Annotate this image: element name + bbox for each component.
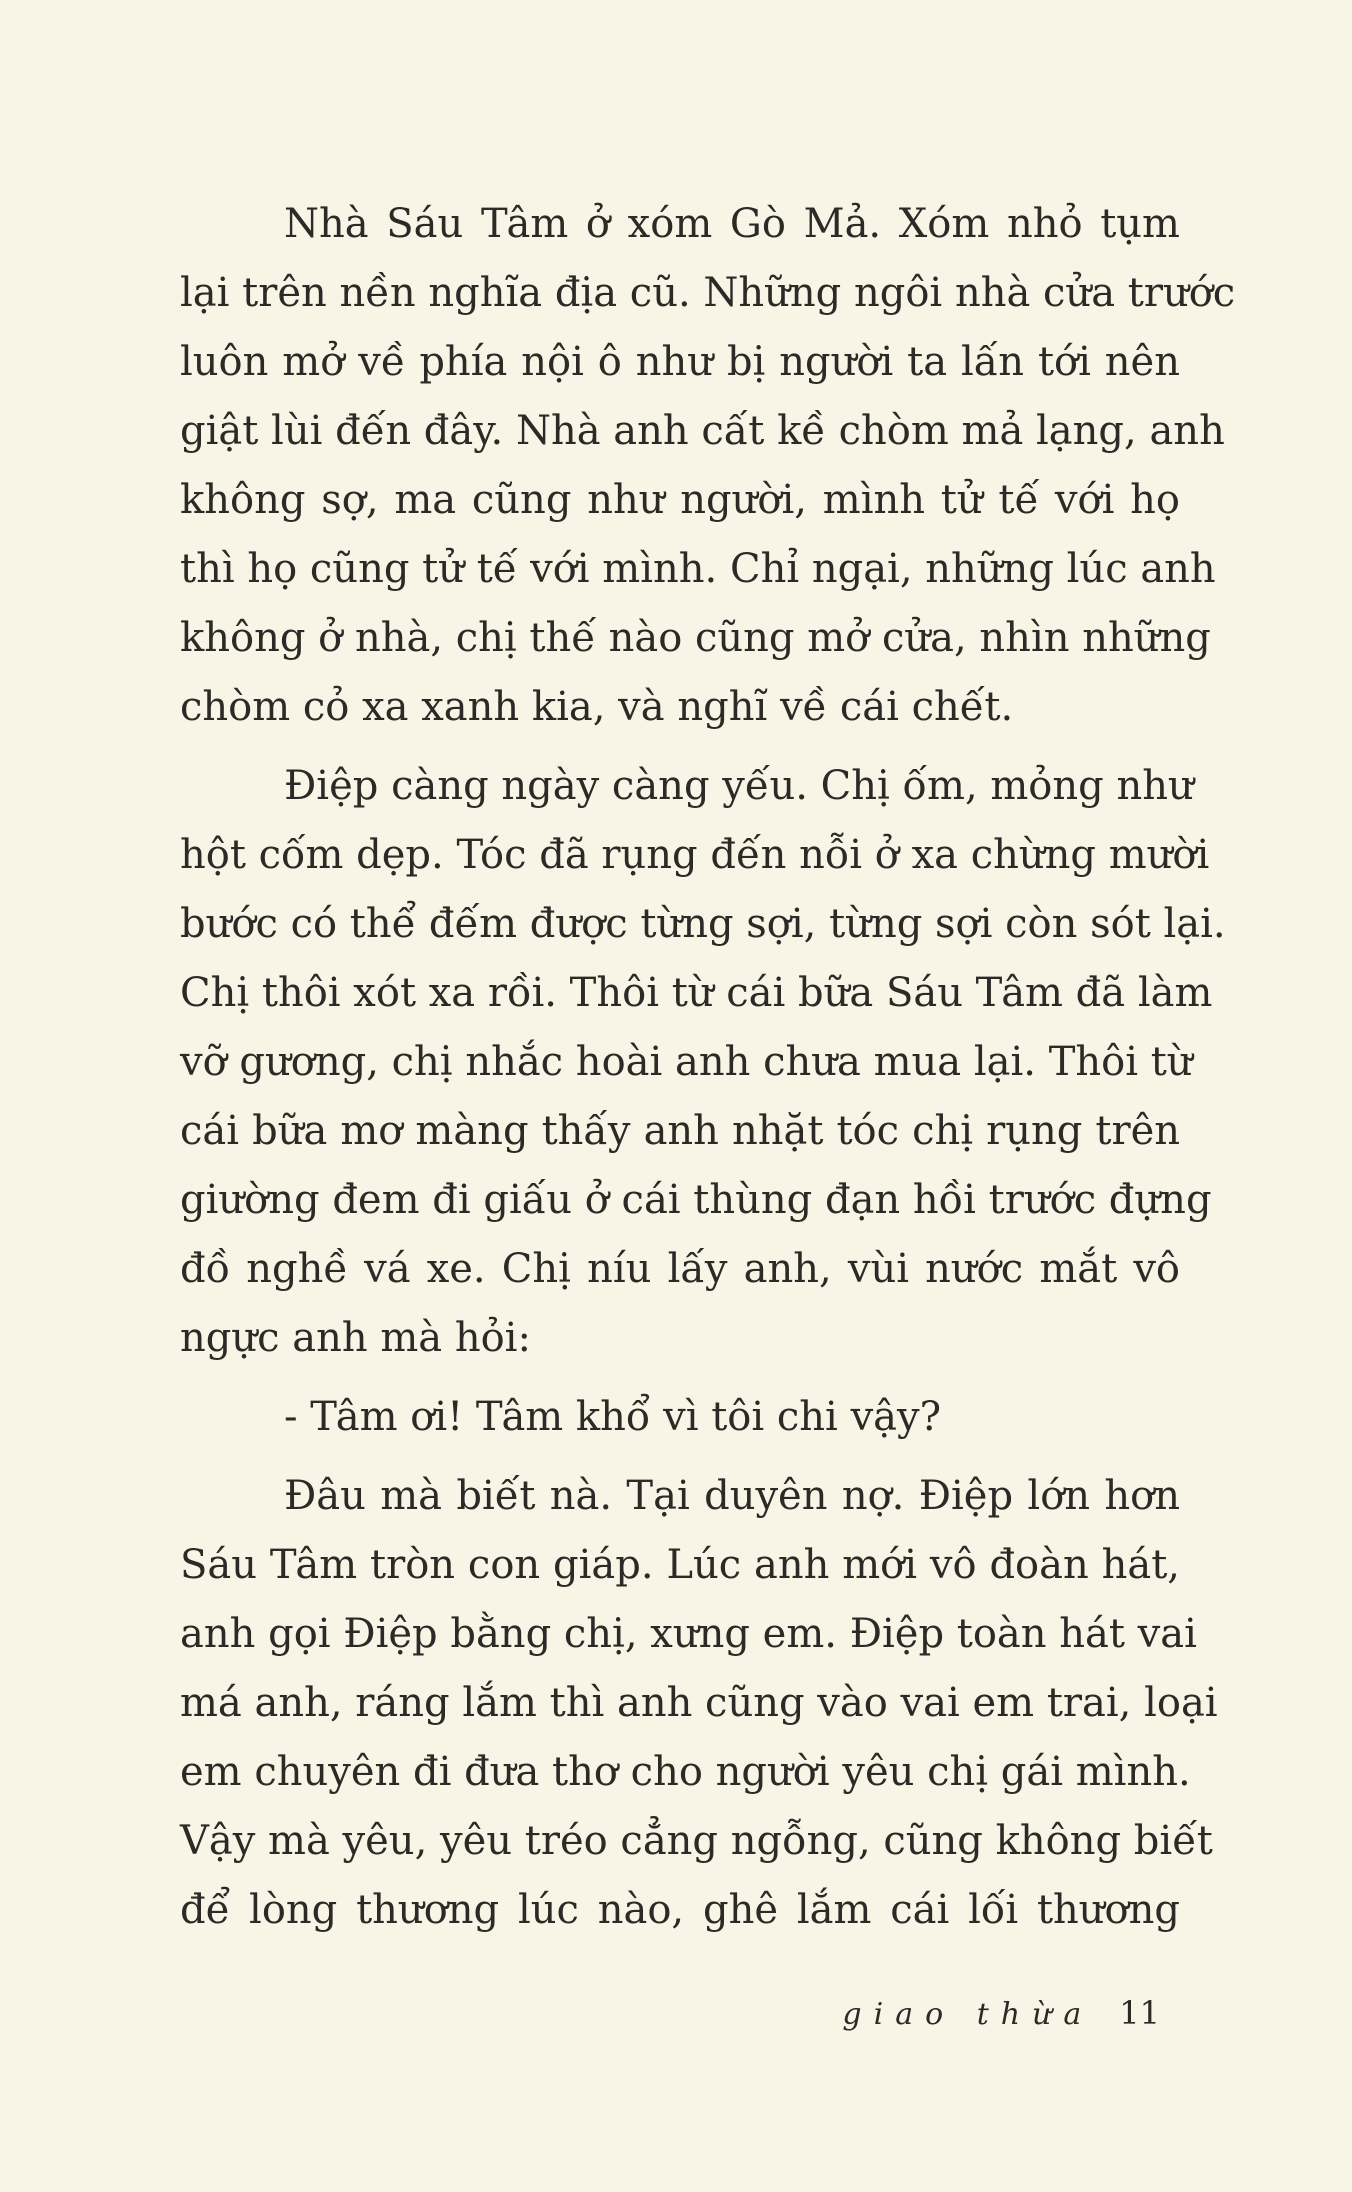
text-line: giật lùi đến đây. Nhà anh cất kề chòm mả lạng, anh xyxy=(180,408,1225,454)
text-line: luôn mở về phía nội ô như bị người ta lấn tới nên xyxy=(180,339,1180,385)
text-line: lại trên nền nghĩa địa cũ. Những ngôi nhà cửa trước xyxy=(180,270,1236,316)
text-line: anh gọi Điệp bằng chị, xưng em. Điệp toàn hát vai xyxy=(180,1611,1197,1657)
text-line: em chuyên đi đưa thơ cho người yêu chị gái mình. xyxy=(180,1749,1191,1795)
text-line: Nhà Sáu Tâm ở xóm Gò Mả. Xóm nhỏ tụm xyxy=(284,201,1180,247)
page-footer xyxy=(0,1994,1160,2032)
text-line: cái bữa mơ màng thấy anh nhặt tóc chị rụng trên xyxy=(180,1108,1180,1154)
text-line: thì họ cũng tử tế với mình. Chỉ ngại, những lúc anh xyxy=(180,546,1216,592)
text-line: để lòng thương lúc nào, ghê lắm cái lối thương xyxy=(180,1887,1180,1933)
dialogue-line: - Tâm ơi! Tâm khổ vì tôi chi vậy? xyxy=(284,1394,942,1440)
text-line: Vậy mà yêu, yêu tréo cẳng ngỗng, cũng không biết xyxy=(180,1818,1213,1864)
body-text xyxy=(180,190,1236,1945)
text-line: không sợ, ma cũng như người, mình tử tế với họ xyxy=(180,477,1180,523)
text-line: chòm cỏ xa xanh kia, và nghĩ về cái chết. xyxy=(180,684,1014,730)
text-line: bước có thể đếm được từng sợi, từng sợi còn sót lại. xyxy=(180,901,1226,947)
text-line: ngực anh mà hỏi: xyxy=(180,1315,531,1361)
paragraph xyxy=(180,1462,1218,1945)
page-number: 11 xyxy=(1119,1994,1160,2032)
text-line: Đâu mà biết nà. Tại duyên nợ. Điệp lớn hơn xyxy=(284,1473,1180,1519)
text-line: Sáu Tâm tròn con giáp. Lúc anh mới vô đoàn hát, xyxy=(180,1542,1180,1588)
paragraph xyxy=(180,190,1236,742)
text-line: giường đem đi giấu ở cái thùng đạn hồi trước đựng xyxy=(180,1177,1212,1223)
text-line: vỡ gương, chị nhắc hoài anh chưa mua lại. Thôi từ xyxy=(180,1039,1193,1085)
running-title: giao thừa xyxy=(842,1997,1094,2032)
text-line: má anh, ráng lắm thì anh cũng vào vai em trai, loại xyxy=(180,1680,1218,1726)
text-line: đồ nghề vá xe. Chị níu lấy anh, vùi nước mắt vô xyxy=(180,1246,1180,1292)
text-line: Chị thôi xót xa rồi. Thôi từ cái bữa Sáu Tâm đã làm xyxy=(180,970,1213,1016)
text-line: không ở nhà, chị thế nào cũng mở cửa, nhìn những xyxy=(180,615,1211,661)
dialogue-paragraph xyxy=(180,1383,1180,1452)
text-line: Điệp càng ngày càng yếu. Chị ốm, mỏng như xyxy=(284,763,1194,809)
paragraph xyxy=(180,752,1226,1373)
text-line: hột cốm dẹp. Tóc đã rụng đến nỗi ở xa chừng mười xyxy=(180,832,1210,878)
